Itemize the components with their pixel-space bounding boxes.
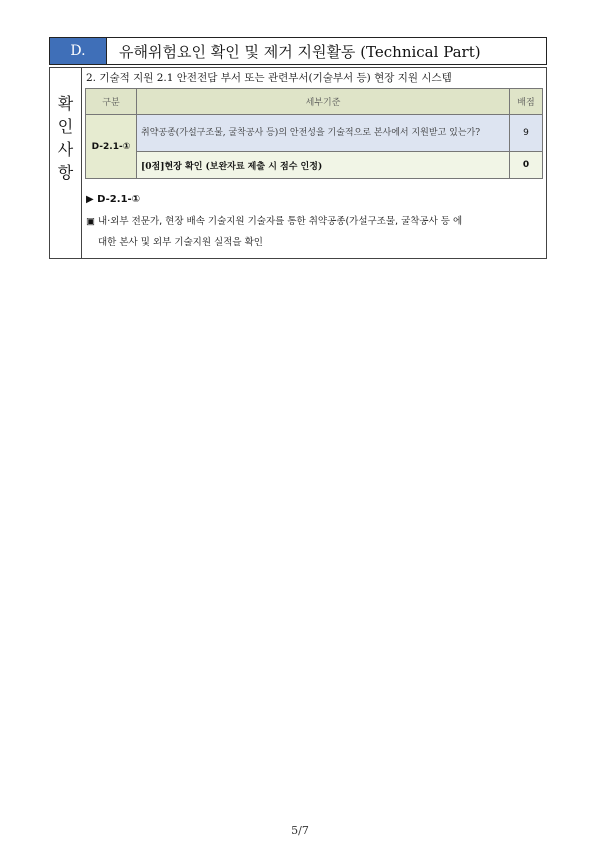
check-items-box xyxy=(49,67,547,259)
header-score: 배점 xyxy=(510,89,543,115)
sub-criterion: [0점]현장 확인 (보완자료 제출 시 점수 인정) xyxy=(137,152,510,179)
page-number: 5/7 xyxy=(291,824,309,837)
criterion-question: 취약공종(가설구조물, 굴착공사 등)의 안전성을 기술적으로 본사에서 지원받고 있는가? xyxy=(137,115,510,152)
criterion-score: 9 xyxy=(510,115,543,152)
note-text-1: 내·외부 전문가, 현장 배속 기술지원 기술자를 통한 취약공종(가설구조물, 굴착공사 등 에 xyxy=(98,216,463,227)
note-line-2: 대한 본사 및 외부 기술지원 실적을 확인 xyxy=(98,237,263,248)
check-content xyxy=(82,68,546,258)
header-category: 구분 xyxy=(86,89,137,115)
side-label xyxy=(50,68,82,258)
square-bullet-icon: ▣ xyxy=(86,216,95,227)
subsection-title: 2. 기술적 지원 2.1 안전전담 부서 또는 관련부서(기술부서 등) 현장 지원 시스템 xyxy=(86,72,452,84)
note-item-title: ▶ D-2.1-① xyxy=(86,194,141,205)
section-header xyxy=(49,37,547,65)
side-char-3: 사 xyxy=(57,140,74,159)
side-char-2: 인 xyxy=(57,117,74,136)
table-row xyxy=(86,115,543,152)
section-title: 유해위험요인 확인 및 제거 지원활동 (Technical Part) xyxy=(119,42,481,61)
note-line-1 xyxy=(86,213,462,227)
header-criteria: 세부기준 xyxy=(137,89,510,115)
section-code: D. xyxy=(50,38,107,64)
sub-criterion-score: 0 xyxy=(510,152,543,179)
criterion-code: D-2.1-① xyxy=(86,115,137,179)
side-char-4: 항 xyxy=(57,163,74,182)
table-row xyxy=(86,152,543,179)
notes xyxy=(86,194,462,248)
side-char-1: 확 xyxy=(57,94,74,113)
criteria-table xyxy=(85,88,543,179)
table-header-row xyxy=(86,89,543,115)
